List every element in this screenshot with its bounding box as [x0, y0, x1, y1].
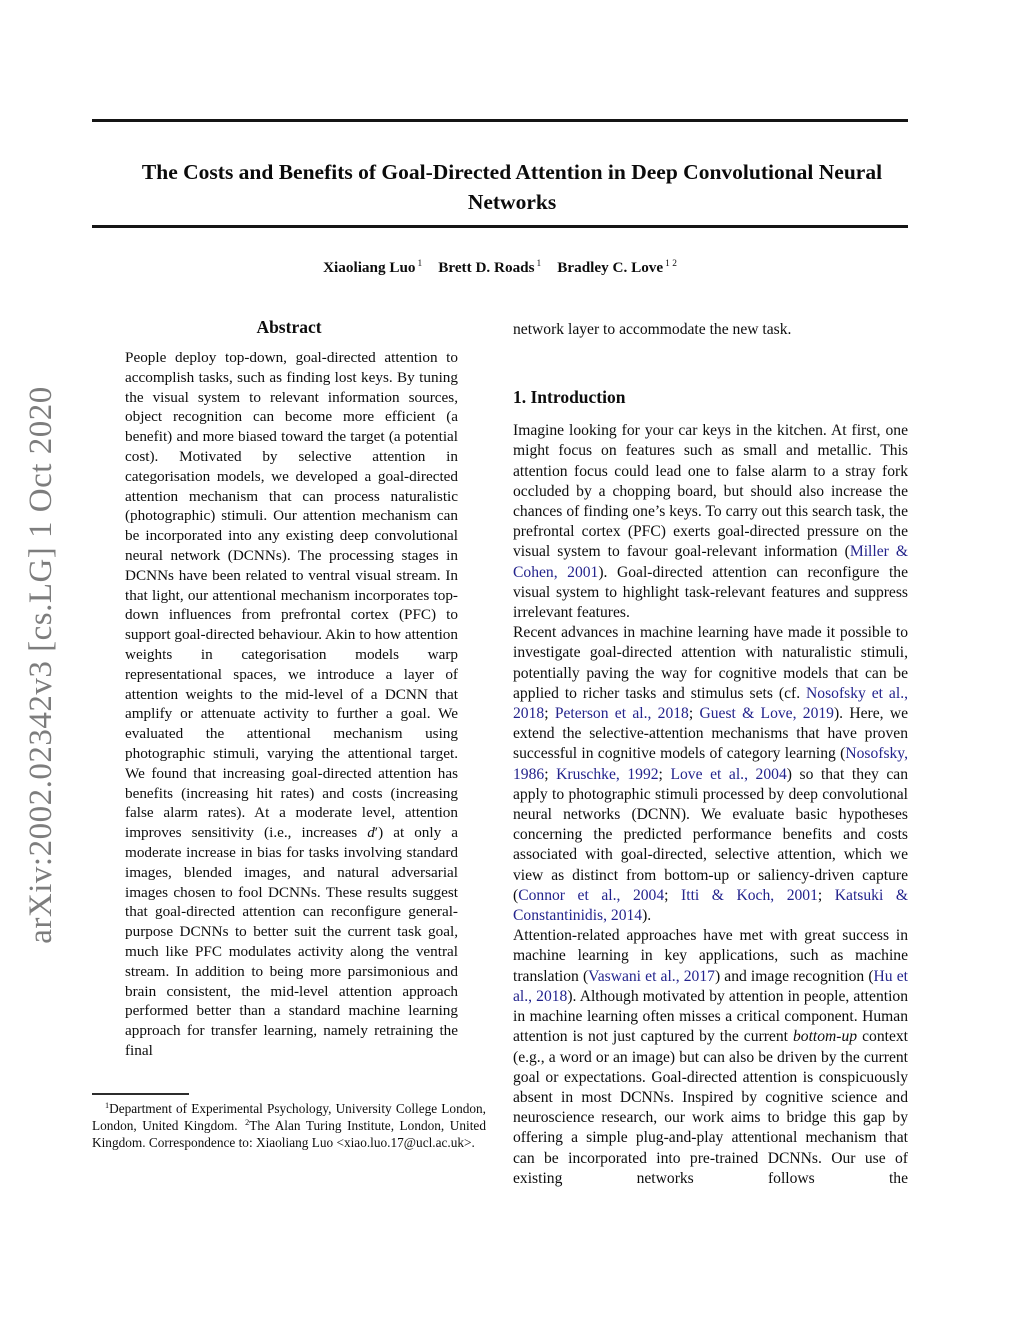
citation-link[interactable]: Guest & Love, 2019 — [699, 705, 834, 723]
citation-link[interactable]: Nosofsky, 1986 — [513, 745, 908, 783]
citation-link[interactable]: Nosofsky et al., 2018 — [513, 684, 908, 723]
section-heading-introduction: 1. Introduction — [513, 387, 626, 408]
citation-link[interactable]: Love et al., 2004 — [670, 765, 787, 783]
paper-title: The Costs and Benefits of Goal-Directed Attention in Deep Convolutional Neural Networks — [141, 160, 883, 215]
intro-paragraph-2: Recent advances in machine learning have made it possible to investigate goal-directed attention with naturalistic stimuli, potentially paving the way for cognitive models that can be applied to richer tasks and stimulus sets (cf. Nosofsky et al., 2018; Peterson et al., 2018; Guest & Love, 2019). Here, we extend the selective-attention mechanisms that have proven successful in cognitive models of category learning (Nosofsky, 1986; Kruschke, 1992; Love et al., 2004) so that they can apply to photographic stimuli processed by deep convolutional neural networks (DCNN). We evaluate basic hypotheses concerning the predicted performance benefits and costs associated with goal-directed, selective attention, which we view as distinct from bottom-up or saliency-driven capture (Connor et al., 2004; Itti & Koch, 2001; Katsuki & Constantinidis, 2014). — [513, 624, 909, 925]
left-column — [92, 317, 486, 1061]
right-column — [513, 320, 908, 1189]
citation-link[interactable]: Vaswani et al., 2017 — [588, 967, 715, 985]
affiliation-footnote: $^1$Department of Experimental Psychology, University College London, London, United Kingdom. $^2$The Alan Turing Institute, London, United Kingdom. Correspondence to: Xiaoliang Luo <xiao.luo.17@ucl.ac.uk>. — [92, 1100, 486, 1150]
citation-link[interactable]: Itti & Koch, 2001 — [681, 886, 818, 904]
arxiv-watermark: arXiv:2002.02342v3 [cs.LG] 1 Oct 2020 — [23, 386, 59, 944]
abstract-text: People deploy top-down, goal-directed attention to accomplish tasks, such as finding lost keys. By tuning the visual system to relevant information sources, object recognition can become more efficient (a benefit) and more biased toward the target (a potential cost). Motivated by selective attention in categorisation models, we developed a goal-directed attention mechanism that can process naturalistic (photographic) stimuli. Our attention mechanism can be incorporated into any existing deep convolutional neural network (DCNNs). The processing stages in DCNNs have been related to ventral visual stream. In that light, our attentional mechanism incorporates top-down influences from prefrontal cortex (PFC) to support goal-directed behaviour. Akin to how attention weights in categorisation models warp representational spaces, we introduce a layer of attention weights to the mid-level of a DCNN that amplify or attenuate activity to further a goal. We evaluated the attentional mechanism using photographic stimuli, varying the attentional target. We found that increasing goal-directed attention has benefits (increasing hit rates) and costs (increasing false alarm rates). At a moderate level, attention improves sensitivity (i.e., increases d′) at only a moderate increase in bias for tasks involving standard images, blended images, and natural adversarial images chosen to fool DCNNs. These results suggest that goal-directed attention can reconfigure general-purpose DCNNs to better suit the current task goal, much like PFC modulates activity along the ventral stream. In addition to being more parsimonious and brain consistent, the mid-level attention approach performed better than a standard machine learning approach for transfer learning, namely retraining the final — [125, 349, 458, 1059]
title-rule-top — [92, 119, 908, 122]
abstract-heading: Abstract — [256, 317, 322, 337]
citation-link[interactable]: Peterson et al., 2018 — [554, 705, 689, 723]
author-line: Xiaoliang Luo $^1$ Brett D. Roads $^1$ Bradley C. Love $^{1 2}$ — [323, 258, 677, 276]
footnote-rule — [92, 1093, 189, 1095]
citation-link[interactable]: Kruschke, 1992 — [556, 765, 659, 783]
citation-link[interactable]: Hu et al., 2018 — [513, 967, 908, 1005]
continuation-paragraph: network layer to accommodate the new task. — [513, 321, 792, 338]
citation-link[interactable]: Katsuki & Constantinidis, 2014 — [513, 886, 908, 925]
intro-paragraph-1: Imagine looking for your car keys in the kitchen. At first, one might focus on features such as small and metallic. This attention focus could lead one to false alarm to a stray fork occluded by a chopping board, but should also increase the chances of finding one’s keys. To carry out this search task, the prefrontal cortex (PFC) exerts goal-directed pressure on the visual system to favour goal-relevant information (Miller & Cohen, 2001). Goal-directed attention can reconfigure the visual system to highlight task-relevant features and suppress irrelevant features. — [513, 422, 908, 622]
citation-link[interactable]: Miller & Cohen, 2001 — [513, 543, 908, 581]
intro-paragraph-3: Attention-related approaches have met with great success in machine learning in key applications, such as machine translation (Vaswani et al., 2017) and image recognition (Hu et al., 2018). Although motivated by attention in people, attention in machine learning often misses a critical component. Human attention is not just captured by the current bottom-up context (e.g., a word or an image) but can also be driven by the current goal or expectations. Goal-directed attention is conspicuously absent in most DCNNs. Inspired by cognitive science and neuroscience research, our work aims to bridge this gap by offering a simple plug-and-play attentional mechanism that can be incorporated into pre-trained DCNNs. Our use of existing networks follows the — [513, 927, 909, 1187]
citation-link[interactable]: Connor et al., 2004 — [518, 886, 665, 904]
title-rule-bottom — [92, 225, 908, 228]
